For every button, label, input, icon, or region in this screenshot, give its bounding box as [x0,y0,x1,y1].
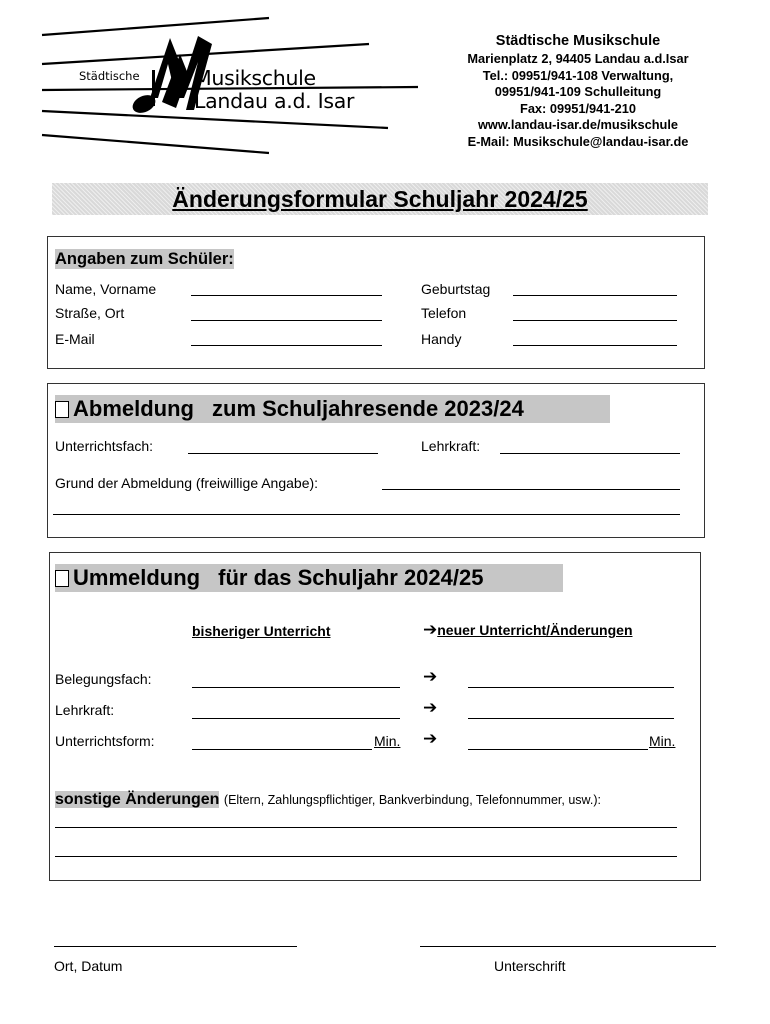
email-field[interactable] [191,345,382,346]
logo-small-text: Städtische [79,69,140,83]
arrow-right-icon: ➔ [423,667,438,686]
dereg-reason-field-line-2[interactable] [53,514,680,515]
address-fax: Fax: 09951/941-210 [520,100,636,116]
arrow-right-icon: ➔ [423,698,438,717]
change-section [49,552,701,881]
minutes-unit-new: Min. [649,733,676,749]
dereg-teacher-label: Lehrkraft: [421,438,481,454]
dereg-subject-label: Unterrichtsfach: [55,438,154,454]
address-block [418,32,738,151]
change-teacher-label: Lehrkraft: [55,702,115,718]
change-heading [55,564,563,592]
address-phone-management: 09951/941-109 Schulleitung [494,84,662,100]
deregistration-checkbox[interactable] [55,401,69,418]
change-teacher-old-field[interactable] [192,718,400,719]
other-changes-title: sonstige Änderungen [55,791,220,808]
student-heading: Angaben zum Schüler: [55,250,234,268]
place-date-field[interactable] [54,946,297,947]
signature-label: Unterschrift [494,958,566,974]
dereg-reason-field[interactable] [382,489,680,490]
phone-label: Telefon [421,305,467,321]
change-form-new-field[interactable] [468,749,648,750]
change-heading-period: für das Schuljahr 2024/25 [218,565,484,590]
arrow-right-icon: ➔ [423,729,438,748]
change-heading-main: Ummeldung [73,565,201,590]
address-email: E-Mail: Musikschule@landau-isar.de [467,133,689,149]
street-label: Straße, Ort [55,305,125,321]
deregistration-heading [55,395,610,423]
dereg-teacher-field[interactable] [500,453,680,454]
birthday-label: Geburtstag [421,281,491,297]
phone-field[interactable] [513,320,677,321]
change-subject-label: Belegungsfach: [55,671,152,687]
minutes-unit-old: Min. [374,733,401,749]
dereg-reason-label: Grund der Abmeldung (freiwillige Angabe): [55,475,319,491]
student-section [47,236,705,369]
address-website: www.landau-isar.de/musikschule [477,117,679,133]
dereg-subject-field[interactable] [188,453,378,454]
change-teacher-new-field[interactable] [468,718,674,719]
mobile-field[interactable] [513,345,677,346]
mobile-label: Handy [421,331,462,347]
email-label: E-Mail [55,331,95,347]
other-changes-heading [55,791,601,809]
change-subject-new-field[interactable] [468,687,674,688]
address-street: Marienplatz 2, 94405 Landau a.d.Isar [467,51,689,66]
place-date-label: Ort, Datum [54,958,123,974]
school-name: Städtische Musikschule [495,33,661,49]
other-changes-field-line-2[interactable] [55,856,677,857]
street-field[interactable] [191,320,382,321]
name-label: Name, Vorname [55,281,157,297]
deregistration-heading-main: Abmeldung [73,396,194,421]
other-changes-note: (Eltern, Zahlungspflichtiger, Bankverbindung, Telefonnummer, usw.): [223,793,601,807]
column-new-arrow-icon: ➔ [423,620,438,639]
column-new-header [423,621,633,640]
birthday-field[interactable] [513,295,677,296]
change-form-label: Unterrichtsform: [55,733,155,749]
address-phone-admin: Tel.: 09951/941-108 Verwaltung, [482,67,674,83]
other-changes-field-line-1[interactable] [55,827,677,828]
name-field[interactable] [191,295,382,296]
deregistration-section [47,383,705,538]
change-subject-old-field[interactable] [192,687,400,688]
signature-field[interactable] [420,946,716,947]
change-form-old-field[interactable] [192,749,372,750]
logo-line-1: Musikschule [194,66,316,90]
deregistration-heading-period: zum Schuljahresende 2023/24 [212,396,524,421]
school-logo [38,14,428,160]
change-checkbox[interactable] [55,570,69,587]
column-old-header: bisheriger Unterricht [192,623,331,639]
logo-line-2: Landau a.d. Isar [194,89,355,113]
column-new-label: neuer Unterricht/Änderungen [437,622,633,638]
form-title: Änderungsformular Schuljahr 2024/25 [172,186,588,212]
